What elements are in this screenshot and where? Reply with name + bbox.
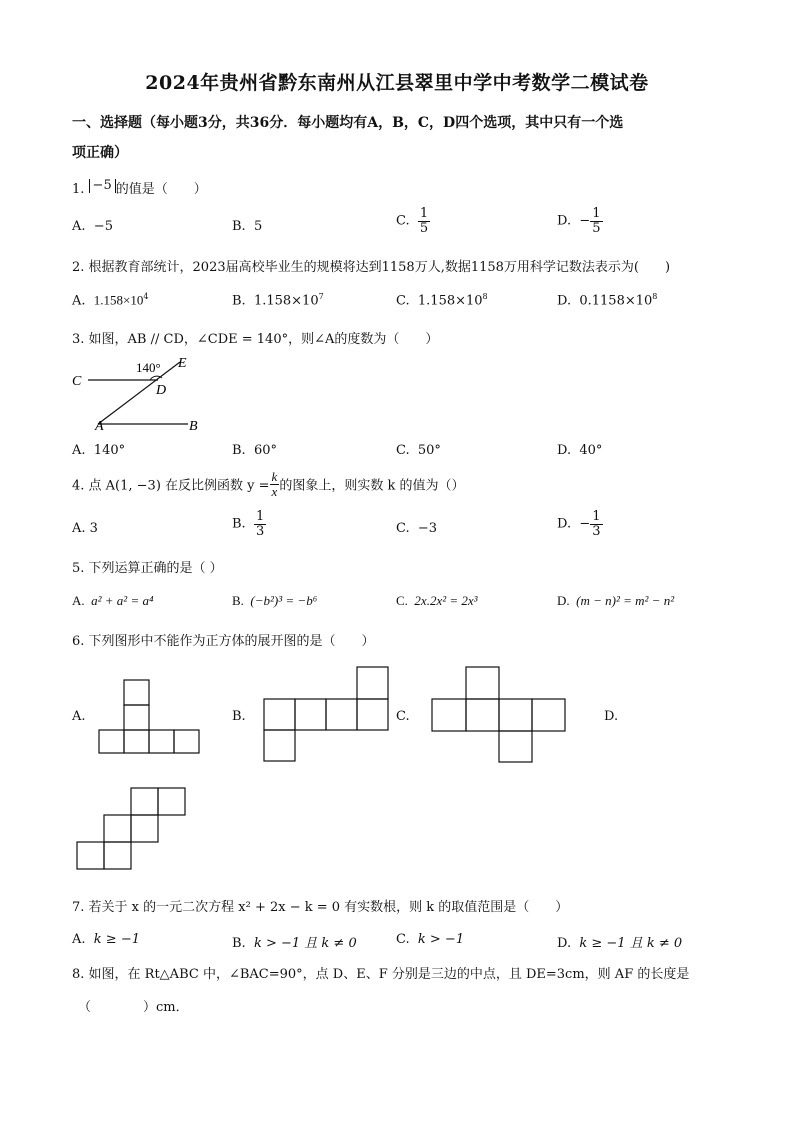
option-b[interactable]: B. 60° bbox=[232, 443, 277, 458]
option-c[interactable]: C. $1.158\times 10^8$ bbox=[396, 292, 488, 309]
question-number: 1. bbox=[72, 182, 85, 197]
question-8-line1: 8. 如图，在 Rt△ABC 中，∠BAC=90°，点 D、E、F 分别是三边的中点，且 DE=3cm，则 AF 的长度是 bbox=[72, 967, 690, 982]
option-c[interactable]: C. 2x.2x² = 2x³ bbox=[396, 593, 478, 608]
point-e-label: E bbox=[178, 356, 187, 371]
option-c-label[interactable]: C. bbox=[396, 709, 410, 724]
option-b[interactable]: B. (−b²)³ = −b⁶ bbox=[232, 593, 318, 608]
option-b[interactable]: B. $1.158\times 10^7$ bbox=[232, 292, 324, 309]
point-d-label: D bbox=[156, 383, 167, 398]
option-b[interactable]: B. 5 bbox=[232, 219, 263, 234]
question-5: 5. 下列运算正确的是（ ） bbox=[72, 561, 223, 576]
question-8-line2: （ ）cm． bbox=[78, 1000, 189, 1015]
option-a[interactable]: A. 140° bbox=[72, 443, 126, 458]
question-3: 3. 如图，AB // CD，∠CDE = 140°，则∠A的度数为（ ） bbox=[72, 332, 439, 347]
option-b-label[interactable]: B. bbox=[232, 709, 246, 724]
page-title: 2024年贵州省黔东南州从江县翠里中学中考数学二模试卷 bbox=[145, 72, 649, 94]
question-2: 2. 根据教育部统计，2023届高校毕业生的规模将达到1158万人,数据1158万用科学记数法表示为( ) bbox=[72, 260, 671, 275]
section-heading-line1: 一、选择题（每小题3分，共36分．每小题均有A，B，C，D四个选项，其中只有一个选 bbox=[72, 115, 624, 131]
cube-net-a bbox=[99, 680, 199, 753]
option-a[interactable]: A. 3 bbox=[72, 521, 98, 536]
option-c[interactable]: C. −3 bbox=[396, 521, 438, 536]
question-text: 的值是（ ） bbox=[115, 182, 207, 197]
option-a[interactable]: A. −5 bbox=[72, 219, 113, 234]
point-b-label: B bbox=[189, 419, 198, 434]
option-c[interactable]: C. 50° bbox=[396, 443, 441, 458]
question-6: 6. 下列图形中不能作为正方体的展开图的是（ ） bbox=[72, 634, 375, 649]
point-c-label: C bbox=[72, 374, 82, 389]
question-7: 7. 若关于 x 的一元二次方程 x² + 2x − k = 0 有实数根，则 k 的取值范围是（ ） bbox=[72, 900, 569, 915]
option-a[interactable]: A. $1.158\times 10^4$ bbox=[72, 292, 149, 309]
option-c[interactable]: C. $\frac{1}{5}$ bbox=[396, 206, 429, 236]
cube-net-d bbox=[77, 788, 185, 869]
option-d[interactable]: D. (m − n)² = m² − n² bbox=[557, 593, 675, 608]
cube-net-c bbox=[432, 667, 565, 762]
option-d-label[interactable]: D. bbox=[604, 709, 619, 724]
option-a[interactable]: A. a² + a² = a⁴ bbox=[72, 593, 154, 608]
option-d[interactable]: D. k ≥ −1 且 k ≠ 0 bbox=[557, 936, 683, 951]
absolute-value: −5 bbox=[89, 179, 116, 193]
option-b[interactable]: B. $\frac{1}{3}$ bbox=[232, 509, 265, 539]
option-d[interactable]: D. $0.1158\times 10^8$ bbox=[557, 292, 658, 309]
angle-label: 140° bbox=[136, 360, 161, 375]
option-a[interactable]: A. k ≥ −1 bbox=[72, 932, 140, 947]
point-a-label: A bbox=[95, 419, 104, 434]
option-d[interactable]: D. 40° bbox=[557, 443, 603, 458]
option-c[interactable]: C. k > −1 bbox=[396, 932, 465, 947]
option-d[interactable]: D. − $\frac{1}{5}$ bbox=[557, 206, 601, 236]
cube-net-b bbox=[264, 667, 388, 761]
section-heading-line2: 项正确） bbox=[72, 145, 128, 161]
option-d[interactable]: D. − $\frac{1}{3}$ bbox=[557, 509, 601, 539]
question-4: 4. 点 A(1, −3) 在反比例函数 y = $\frac{k}{x}$ 的图象上，则实数 k 的值为（） bbox=[72, 469, 465, 499]
option-a-label[interactable]: A. bbox=[72, 709, 86, 724]
option-b[interactable]: B. k > −1 且 k ≠ 0 bbox=[232, 936, 357, 951]
